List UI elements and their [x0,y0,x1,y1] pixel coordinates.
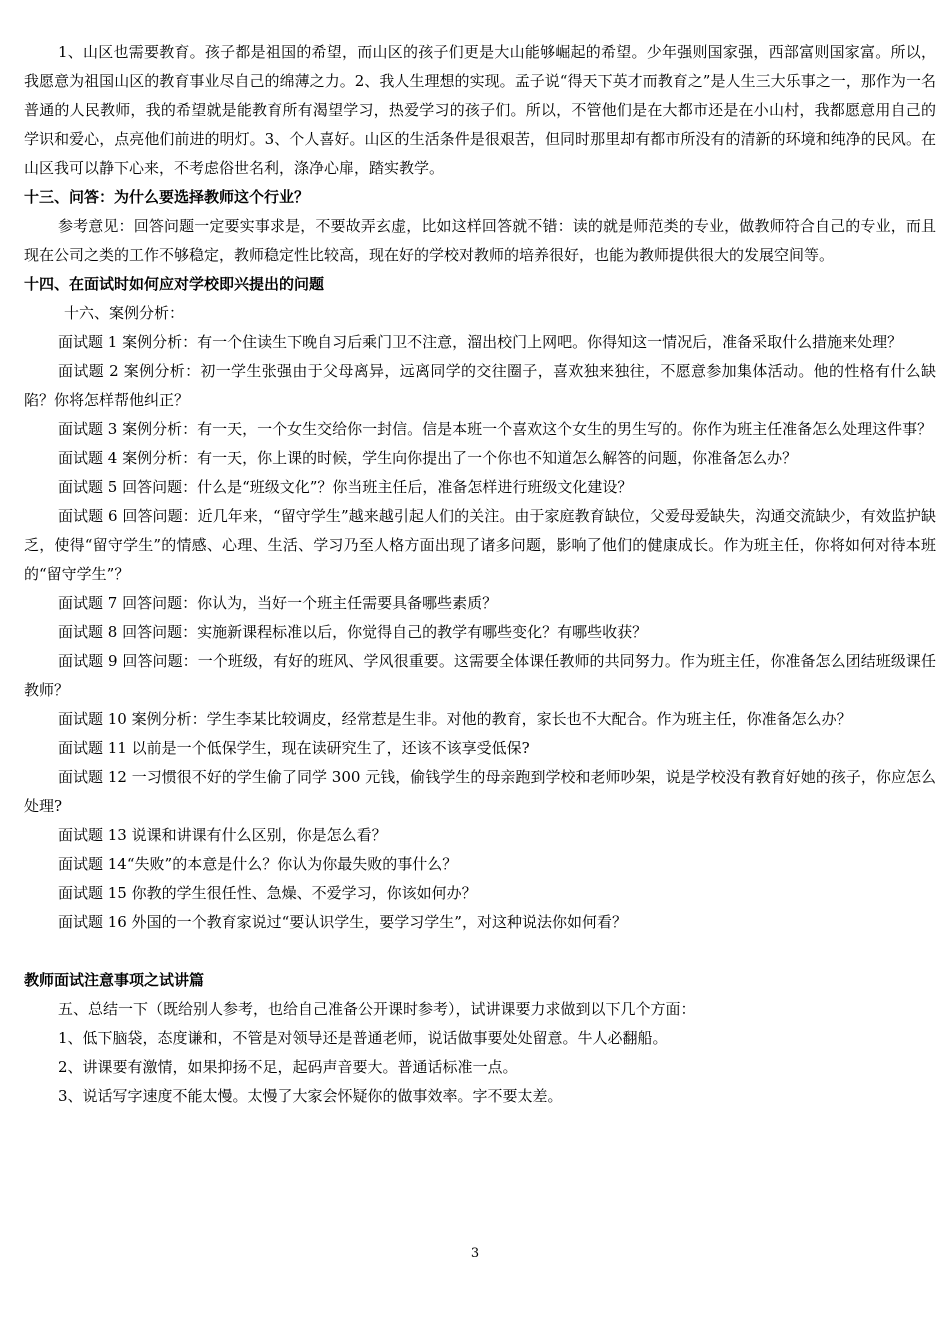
question-4: 面试题 4 案例分析：有一天，你上课的时候，学生向你提出了一个你也不知道怎么解答的问题，你准备怎么办？ [58,449,798,467]
question-14: 面试题 14“失败”的本意是什么？你认为你最失败的事什么？ [58,855,458,873]
question-5: 面试题 5 回答问题：什么是“班级文化”？你当班主任后，准备怎样进行班级文化建设？ [58,478,633,496]
trial-point-2: 2、讲课要有激情，如果抑扬不足，起码声音要大。普通话标准一点。 [58,1058,518,1076]
question-3: 面试题 3 案例分析：有一天，一个女生交给你一封信。信是本班一个喜欢这个女生的男生写的。你作为班主任准备怎么处理这件事？ [58,420,933,438]
question-16: 面试题 16 外国的一个教育家说过“要认识学生，要学习学生”，对这种说法你如何看？ [58,913,627,931]
question-10: 面试题 10 案例分析：学生李某比较调皮，经常惹是生非。对他的教育，家长也不大配合。作为班主任，你准备怎么办？ [58,710,852,728]
trial-point-1: 1、低下脑袋，态度谦和，不管是对领导还是普通老师，说话做事要处处留意。牛人必翻船。 [58,1029,668,1047]
paragraph-answer-13: 参考意见：回答问题一定要实事求是，不要故弄玄虚，比如这样回答就不错：读的就是师范类的专业，做教师符合自己的专业，而且现在公司之类的工作不够稳定，教师稳定性比较高，现在好的学校对教师的培养很好，也能为教师提供很大的发展空间等。 [24,217,936,264]
question-6: 面试题 6 回答问题：近几年来，“留守学生”越来越引起人们的关注。由于家庭教育缺位，父爱母爱缺失，沟通交流缺少，有效监护缺乏，使得“留守学生”的情感、心理、生活、学习乃至人格方面出现了诸多问题，影响了他们的健康成长。作为班主任，你将如何对待本班的“留守学生”？ [24,507,936,583]
document-page [24,38,936,1111]
question-12: 面试题 12 一习惯很不好的学生偷了同学 300 元钱，偷钱学生的母亲跑到学校和老师吵架，说是学校没有教育好她的孩子，你应怎么处理? [24,768,936,815]
question-8: 面试题 8 回答问题：实施新课程标准以后，你觉得自己的教学有哪些变化？有哪些收获？ [58,623,648,641]
page-number: 3 [470,1246,480,1261]
heading-14: 十四、在面试时如何应对学校即兴提出的问题 [24,275,325,293]
subheading-16: 十六、案例分析： [64,304,185,322]
paragraph-mountain-education: 1、山区也需要教育。孩子都是祖国的希望，而山区的孩子们更是大山能够崛起的希望。少年强则国家强，西部富则国家富。所以，我愿意为祖国山区的教育事业尽自己的绵薄之力。2、我人生理想的实现。孟子说“得天下英才而教育之”是人生三大乐事之一，那作为一名普通的人民教师，我的希望就是能教育所有渴望学习，热爱学习的孩子们。所以，不管他们是在大都市还是在小山村，我都愿意用自己的学识和爱心，点亮他们前进的明灯。3、个人喜好。山区的生活条件是很艰苦，但同时那里却有都市所没有的清新的环境和纯净的民风。在山区我可以静下心来，不考虑俗世名利，涤净心扉，踏实教学。 [24,43,936,177]
question-13: 面试题 13 说课和讲课有什么区别，你是怎么看？ [58,826,387,844]
heading-13: 十三、问答：为什么要选择教师这个行业？ [24,188,310,206]
question-9: 面试题 9 回答问题：一个班级，有好的班风、学风很重要。这需要全体课任教师的共同努力。作为班主任，你准备怎么团结班级课任教师？ [24,652,936,699]
question-2: 面试题 2 案例分析：初一学生张强由于父母离异，远离同学的交往圈子，喜欢独来独往，不愿意参加集体活动。他的性格有什么缺陷？你将怎样帮他纠正？ [24,362,936,409]
heading-trial-lecture: 教师面试注意事项之试讲篇 [24,971,205,989]
question-15: 面试题 15 你教的学生很任性、急燥、不爱学习，你该如何办？ [58,884,477,902]
question-7: 面试题 7 回答问题：你认为，当好一个班主任需要具备哪些素质？ [58,594,498,612]
blank-line [24,937,936,966]
trial-summary: 五、总结一下（既给别人参考，也给自己准备公开课时参考），试讲课要力求做到以下几个方面： [58,1000,696,1018]
trial-point-3: 3、说话写字速度不能太慢。太慢了大家会怀疑你的做事效率。字不要太差。 [58,1087,563,1105]
question-1: 面试题 1 案例分析：有一个住读生下晚自习后乘门卫不注意，溜出校门上网吧。你得知这一情况后，准备采取什么措施来处理？ [58,333,903,351]
question-11: 面试题 11 以前是一个低保学生，现在读研究生了，还该不该享受低保? [58,739,530,757]
